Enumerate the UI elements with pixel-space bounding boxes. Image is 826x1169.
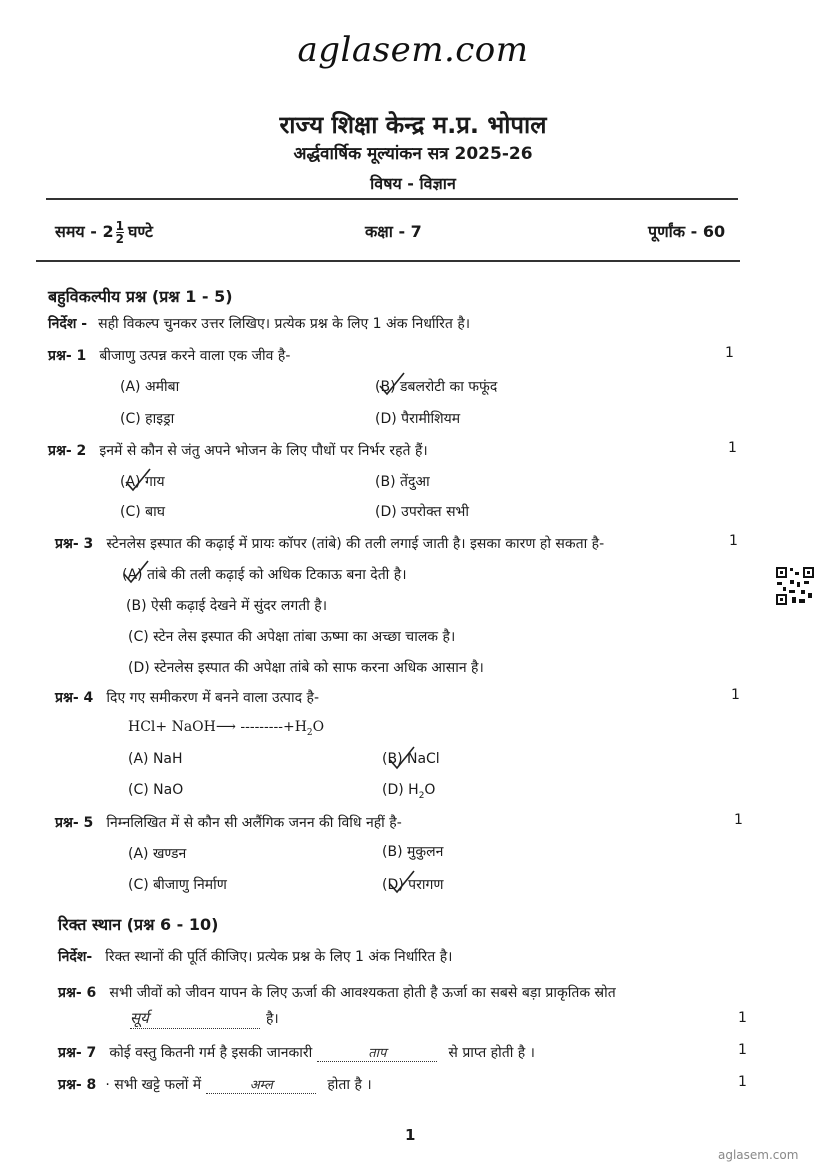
question-4: प्रश्न- 4 दिए गए समीकरण में बनने वाला उत्पाद है- <box>55 690 319 706</box>
q5-option-a: (A) खण्डन <box>128 846 187 862</box>
time-allowed: समय - 2 $\frac{1}{2}$ घण्टे <box>55 219 153 246</box>
section-mcq-title: बहुविकल्पीय प्रश्न (प्रश्न 1 - 5) <box>48 287 233 306</box>
q3-option-c: (C) स्टेन लेस इस्पात की अपेक्षा तांबा ऊष्मा का अच्छा चालक है। <box>128 629 456 645</box>
q2-option-a: (A) गाय <box>120 474 165 490</box>
footer-watermark: aglasem.com <box>718 1148 799 1162</box>
max-marks: पूर्णांक - 60 <box>648 222 726 241</box>
question-8-mark: 1 <box>738 1074 747 1090</box>
q4-option-d: (D) $H_2O$ <box>382 782 436 801</box>
qr-code-icon <box>775 566 815 606</box>
q4-tick-mark-icon <box>384 744 418 772</box>
brand-watermark: aglasem.com <box>297 30 529 70</box>
q1-option-a: (A) अमीबा <box>120 379 180 395</box>
page-title: राज्य शिक्षा केन्द्र म.प्र. भोपाल <box>279 111 547 139</box>
section-fill-instruction: निर्देश- रिक्त स्थानों की पूर्ति कीजिए। प्रत्येक प्रश्न के लिए 1 अंक निर्धारित है। <box>58 949 453 965</box>
q5-option-c: (C) बीजाणु निर्माण <box>128 877 227 893</box>
subject: विषय - विज्ञान <box>370 174 456 193</box>
class-label: कक्षा - 7 <box>365 222 422 241</box>
header-rule-top <box>46 198 738 200</box>
q4-option-c: (C) NaO <box>128 782 184 798</box>
header-rule-bottom <box>36 260 740 262</box>
question-2: प्रश्न- 2 इनमें से कौन से जंतु अपने भोजन के लिए पौधों पर निर्भर रहते हैं। <box>48 443 428 459</box>
q3-option-d: (D) स्टेनलेस इस्पात की अपेक्षा तांबे को साफ करना अधिक आसान है। <box>128 660 484 676</box>
section-fill-title: रिक्त स्थान (प्रश्न 6 - 10) <box>58 915 219 934</box>
q2-tick-mark-icon <box>120 466 154 494</box>
q2-option-c: (C) बाघ <box>120 504 166 520</box>
section-mcq-instruction: निर्देश - सही विकल्प चुनकर उत्तर लिखिए। प्रत्येक प्रश्न के लिए 1 अंक निर्धारित है। <box>48 316 471 332</box>
question-6-mark: 1 <box>738 1010 747 1026</box>
page-number: 1 <box>405 1126 416 1144</box>
q3-option-b: (B) ऐसी कढ़ाई देखने में सुंदर लगती है। <box>126 598 328 614</box>
question-6-blank: सूर्य है। <box>130 1009 279 1027</box>
question-7: प्रश्न- 7 कोई वस्तु कितनी गर्म है इसकी जानकारी ताप से प्राप्त होती है । <box>58 1045 535 1061</box>
q3-option-a: (A) तांबे की तली कढ़ाई को अधिक टिकाऊ बना देती है। <box>122 567 407 583</box>
q2-option-b: (B) तेंदुआ <box>375 474 430 490</box>
question-6: प्रश्न- 6 सभी जीवों को जीवन यापन के लिए ऊर्जा की आवश्यकता होती है ऊर्जा का सबसे बड़ा प्राकृतिक स्रोत <box>58 985 616 1001</box>
q4-equation: HCl+ NaOH⟶ $---------+H_2O$ <box>128 719 325 738</box>
q1-option-c: (C) हाइड्रा <box>120 411 175 427</box>
question-5-mark: 1 <box>734 812 743 828</box>
question-5: प्रश्न- 5 निम्नलिखित में से कौन सी अलैंगिक जनन की विधि नहीं है- <box>55 815 402 831</box>
q2-option-d: (D) उपरोक्त सभी <box>375 504 469 520</box>
exam-session: अर्द्धवार्षिक मूल्यांकन सत्र 2025-26 <box>293 144 533 164</box>
q5-option-b: (B) मुकुलन <box>382 844 444 860</box>
q5-option-d: (D) परागण <box>382 877 444 893</box>
question-7-mark: 1 <box>738 1042 747 1058</box>
question-3: प्रश्न- 3 स्टेनलेस इस्पात की कढ़ाई में प्रायः कॉपर (तांबे) की तली लगाई जाती है। इसका कारण हो सकता है- <box>55 536 605 552</box>
question-2-mark: 1 <box>728 440 737 456</box>
q1-option-d: (D) पैरामीशियम <box>375 411 461 427</box>
q4-option-a: (A) NaH <box>128 751 183 767</box>
q5-tick-mark-icon <box>384 868 418 896</box>
question-1-mark: 1 <box>725 345 734 361</box>
question-3-mark: 1 <box>729 533 738 549</box>
question-1: प्रश्न- 1 बीजाणु उत्पन्न करने वाला एक जीव है- <box>48 348 291 364</box>
q4-option-b: (B) NaCl <box>382 751 440 767</box>
q3-tick-mark-icon <box>118 558 152 586</box>
question-4-mark: 1 <box>731 687 740 703</box>
q1-tick-mark-icon <box>374 370 408 398</box>
question-8: प्रश्न- 8 · सभी खट्टे फलों में अम्ल होता है । <box>58 1077 372 1093</box>
q1-option-b: (B) डबलरोटी का फफूंद <box>375 379 498 395</box>
